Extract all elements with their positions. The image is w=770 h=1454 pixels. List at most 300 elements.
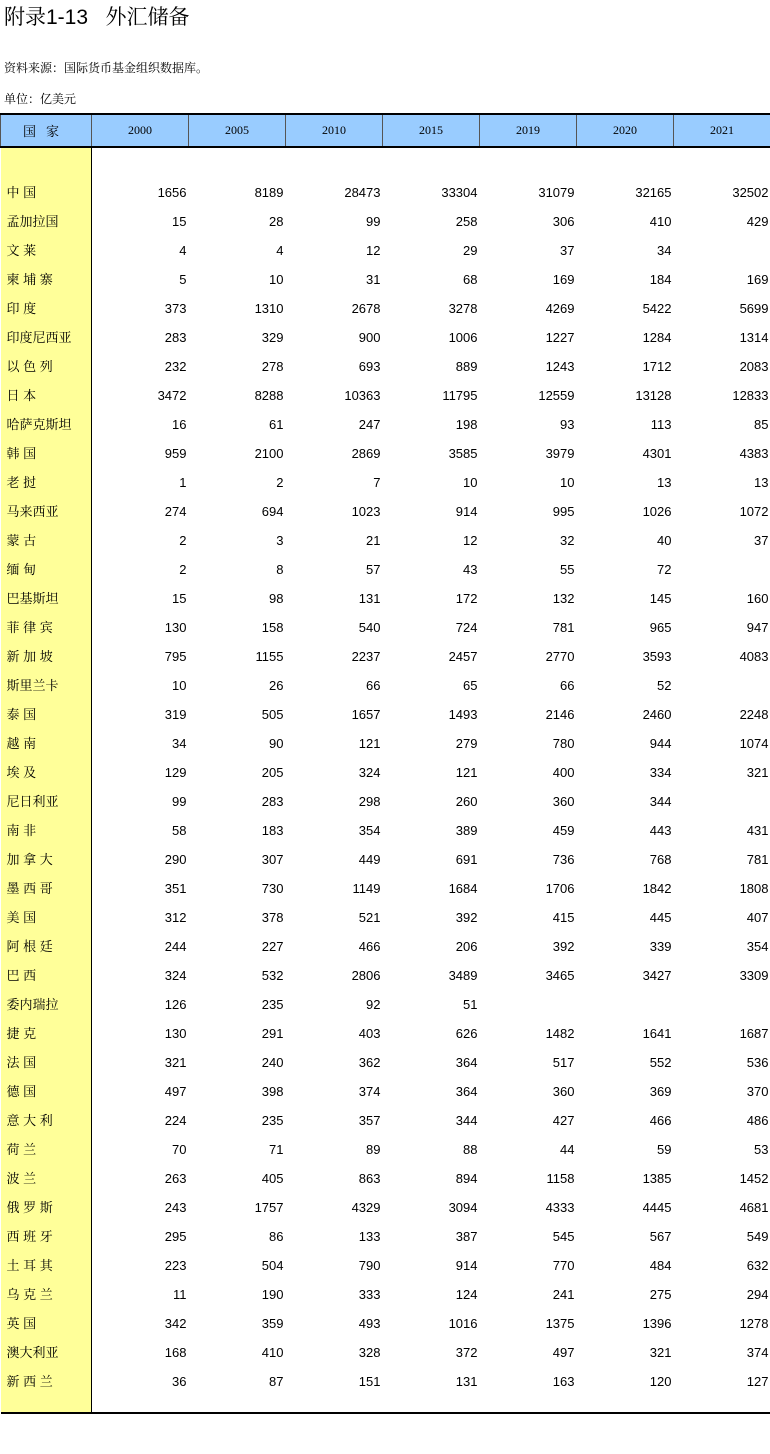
year-column-header: 2010 <box>286 114 383 147</box>
value-cell: 223 <box>164 1258 187 1273</box>
value-cell: 768 <box>649 852 672 867</box>
value-cell: 1808 <box>739 881 769 896</box>
value-cell: 329 <box>261 330 284 345</box>
value-cell: 4445 <box>642 1200 672 1215</box>
value-cell: 1023 <box>351 504 381 519</box>
value-cell: 342 <box>164 1316 187 1331</box>
value-cell-empty <box>286 1396 383 1413</box>
table-row <box>1 671 770 700</box>
value-cell: 206 <box>455 939 478 954</box>
value-cell: 66 <box>560 678 575 693</box>
value-cell: 1 <box>179 475 187 490</box>
value-cell: 8189 <box>254 185 284 200</box>
value-cell: 497 <box>552 1345 575 1360</box>
reserves-table <box>0 113 770 1414</box>
value-cell: 431 <box>746 823 769 838</box>
value-cell: 319 <box>164 707 187 722</box>
value-cell: 4333 <box>545 1200 575 1215</box>
value-cell: 1706 <box>545 881 575 896</box>
value-cell: 240 <box>261 1055 284 1070</box>
table-row <box>1 816 770 845</box>
table-row <box>1 1193 770 1222</box>
value-cell: 334 <box>649 765 672 780</box>
table-row <box>1 758 770 787</box>
table-row <box>1 497 770 526</box>
value-cell: 145 <box>649 591 672 606</box>
value-cell: 163 <box>552 1374 575 1389</box>
value-cell: 29 <box>463 243 478 258</box>
year-column-header: 2000 <box>92 114 189 147</box>
value-cell: 3979 <box>545 446 575 461</box>
value-cell: 241 <box>552 1287 575 1302</box>
value-cell: 247 <box>358 417 381 432</box>
value-cell: 497 <box>164 1084 187 1099</box>
value-cell: 169 <box>552 272 575 287</box>
value-cell: 34 <box>657 243 672 258</box>
value-cell: 486 <box>746 1113 769 1128</box>
value-cell: 944 <box>649 736 672 751</box>
table-row <box>1 613 770 642</box>
value-cell: 15 <box>172 214 187 229</box>
table-row <box>1 584 770 613</box>
value-cell: 43 <box>463 562 478 577</box>
value-cell: 151 <box>358 1374 381 1389</box>
value-cell: 283 <box>261 794 284 809</box>
value-cell: 405 <box>261 1171 284 1186</box>
value-cell: 324 <box>358 765 381 780</box>
table-row <box>1 1135 770 1164</box>
value-cell: 130 <box>164 1026 187 1041</box>
value-cell: 344 <box>455 1113 478 1128</box>
value-cell: 1641 <box>642 1026 672 1041</box>
value-cell: 227 <box>261 939 284 954</box>
value-cell: 324 <box>164 968 187 983</box>
value-cell: 517 <box>552 1055 575 1070</box>
value-cell <box>674 671 770 700</box>
value-cell: 10 <box>463 475 478 490</box>
value-cell: 12559 <box>538 388 575 403</box>
value-cell: 995 <box>552 504 575 519</box>
value-cell: 626 <box>455 1026 478 1041</box>
value-cell: 294 <box>746 1287 769 1302</box>
value-cell: 124 <box>455 1287 478 1302</box>
value-cell: 532 <box>261 968 284 983</box>
value-cell: 504 <box>261 1258 284 1273</box>
value-cell: 1656 <box>157 185 187 200</box>
table-row <box>1 729 770 758</box>
value-cell: 1657 <box>351 707 381 722</box>
value-cell: 4383 <box>739 446 769 461</box>
country-name-cell: 斯里兰卡 <box>1 671 92 700</box>
unit-note: 单位：亿美元 <box>4 92 77 106</box>
reserves-table-container <box>0 113 770 1414</box>
value-cell-empty <box>383 147 480 178</box>
value-cell-empty <box>577 1396 674 1413</box>
value-cell: 99 <box>366 214 381 229</box>
value-cell: 333 <box>358 1287 381 1302</box>
value-cell: 2 <box>276 475 284 490</box>
value-cell: 235 <box>261 997 284 1012</box>
value-cell-empty <box>674 1396 770 1413</box>
value-cell: 86 <box>269 1229 284 1244</box>
value-cell: 466 <box>649 1113 672 1128</box>
value-cell: 16 <box>172 417 187 432</box>
table-row <box>1 990 770 1019</box>
year-column-header: 2019 <box>480 114 577 147</box>
value-cell: 1006 <box>448 330 478 345</box>
value-cell: 12 <box>366 243 381 258</box>
value-cell: 169 <box>746 272 769 287</box>
value-cell: 736 <box>552 852 575 867</box>
table-row <box>1 468 770 497</box>
country-name-cell: 日 本 <box>1 381 92 410</box>
table-row <box>1 265 770 294</box>
value-cell: 121 <box>358 736 381 751</box>
value-cell: 198 <box>455 417 478 432</box>
value-cell: 392 <box>552 939 575 954</box>
value-cell: 4 <box>179 243 187 258</box>
table-row <box>1 1048 770 1077</box>
value-cell: 374 <box>358 1084 381 1099</box>
value-cell: 693 <box>358 359 381 374</box>
value-cell: 3585 <box>448 446 478 461</box>
value-cell: 31 <box>366 272 381 287</box>
value-cell: 132 <box>552 591 575 606</box>
value-cell: 1396 <box>642 1316 672 1331</box>
value-cell: 521 <box>358 910 381 925</box>
value-cell: 959 <box>164 446 187 461</box>
value-cell: 113 <box>650 417 672 432</box>
value-cell: 1842 <box>642 881 672 896</box>
value-cell: 298 <box>358 794 381 809</box>
table-row <box>1 932 770 961</box>
value-cell: 540 <box>358 620 381 635</box>
value-cell: 1493 <box>448 707 478 722</box>
value-cell: 863 <box>358 1171 381 1186</box>
value-cell-empty <box>92 147 189 178</box>
table-row <box>1 1338 770 1367</box>
value-cell: 370 <box>746 1084 769 1099</box>
value-cell: 2770 <box>545 649 575 664</box>
value-cell: 2806 <box>351 968 381 983</box>
value-cell: 549 <box>746 1229 769 1244</box>
country-name-cell: 美 国 <box>1 903 92 932</box>
value-cell: 275 <box>649 1287 672 1302</box>
value-cell: 40 <box>657 533 672 548</box>
value-cell: 351 <box>164 881 187 896</box>
value-cell: 4269 <box>545 301 575 316</box>
table-body <box>1 147 770 1413</box>
value-cell: 312 <box>164 910 187 925</box>
country-name-cell: 以 色 列 <box>1 352 92 381</box>
value-cell: 3427 <box>642 968 672 983</box>
country-name-cell: 乌 克 兰 <box>1 1280 92 1309</box>
country-name-cell: 英 国 <box>1 1309 92 1338</box>
country-name-cell: 波 兰 <box>1 1164 92 1193</box>
value-cell <box>674 787 770 816</box>
value-cell: 290 <box>164 852 187 867</box>
value-cell: 274 <box>164 504 187 519</box>
value-cell: 291 <box>261 1026 284 1041</box>
value-cell: 1026 <box>642 504 672 519</box>
value-cell: 10363 <box>344 388 381 403</box>
table-row <box>1 845 770 874</box>
value-cell: 2100 <box>254 446 284 461</box>
value-cell <box>674 555 770 584</box>
table-row <box>1 1251 770 1280</box>
value-cell: 127 <box>746 1374 769 1389</box>
year-column-header: 2015 <box>383 114 480 147</box>
value-cell: 4083 <box>739 649 769 664</box>
value-cell <box>480 990 577 1019</box>
value-cell: 1284 <box>642 330 672 345</box>
country-name-cell: 马来西亚 <box>1 497 92 526</box>
value-cell: 389 <box>455 823 478 838</box>
value-cell: 53 <box>754 1142 769 1157</box>
country-name-cell: 捷 克 <box>1 1019 92 1048</box>
value-cell-empty <box>577 147 674 178</box>
value-cell: 3489 <box>448 968 478 983</box>
value-cell: 12 <box>463 533 478 548</box>
value-cell: 8 <box>276 562 284 577</box>
country-column-header: 国家 <box>1 114 92 147</box>
value-cell: 449 <box>358 852 381 867</box>
value-cell: 1072 <box>739 504 769 519</box>
country-name-cell: 西 班 牙 <box>1 1222 92 1251</box>
value-cell: 72 <box>657 562 672 577</box>
value-cell-empty <box>189 1396 286 1413</box>
value-cell: 13 <box>657 475 672 490</box>
value-cell: 407 <box>746 910 769 925</box>
value-cell: 68 <box>463 272 478 287</box>
value-cell: 364 <box>455 1055 478 1070</box>
value-cell: 387 <box>455 1229 478 1244</box>
value-cell: 2869 <box>351 446 381 461</box>
value-cell: 13128 <box>635 388 672 403</box>
value-cell: 2248 <box>739 707 769 722</box>
value-cell: 1149 <box>352 881 381 896</box>
value-cell: 2146 <box>545 707 575 722</box>
value-cell: 3465 <box>545 968 575 983</box>
country-name-cell: 荷 兰 <box>1 1135 92 1164</box>
value-cell: 278 <box>261 359 284 374</box>
value-cell: 295 <box>164 1229 187 1244</box>
value-cell: 235 <box>261 1113 284 1128</box>
value-cell: 172 <box>455 591 478 606</box>
value-cell: 130 <box>164 620 187 635</box>
value-cell: 99 <box>172 794 187 809</box>
table-row <box>1 1019 770 1048</box>
value-cell: 243 <box>164 1200 187 1215</box>
value-cell: 263 <box>164 1171 187 1186</box>
value-cell: 1227 <box>545 330 575 345</box>
table-header-row <box>1 114 770 147</box>
value-cell-empty <box>674 147 770 178</box>
value-cell: 360 <box>552 794 575 809</box>
table-row <box>1 787 770 816</box>
value-cell: 58 <box>172 823 187 838</box>
table-row <box>1 642 770 671</box>
value-cell: 61 <box>269 417 284 432</box>
value-cell: 15 <box>172 591 187 606</box>
table-row <box>1 1106 770 1135</box>
country-name-cell: 南 非 <box>1 816 92 845</box>
country-name-cell: 尼日利亚 <box>1 787 92 816</box>
value-cell: 258 <box>455 214 478 229</box>
table-row <box>1 961 770 990</box>
value-cell: 354 <box>746 939 769 954</box>
value-cell: 730 <box>261 881 284 896</box>
value-cell: 120 <box>649 1374 672 1389</box>
value-cell: 11 <box>173 1287 187 1302</box>
country-name-cell: 新 加 坡 <box>1 642 92 671</box>
value-cell: 59 <box>657 1142 672 1157</box>
value-cell: 1278 <box>739 1316 769 1331</box>
value-cell: 85 <box>754 417 769 432</box>
value-cell: 3593 <box>642 649 672 664</box>
value-cell: 37 <box>754 533 769 548</box>
value-cell: 484 <box>649 1258 672 1273</box>
value-cell: 32 <box>560 533 575 548</box>
table-row <box>1 1164 770 1193</box>
value-cell: 392 <box>455 910 478 925</box>
value-cell: 3309 <box>739 968 769 983</box>
value-cell: 32165 <box>635 185 672 200</box>
value-cell: 28 <box>269 214 284 229</box>
value-cell: 5699 <box>739 301 769 316</box>
value-cell: 158 <box>261 620 284 635</box>
value-cell: 10 <box>269 272 284 287</box>
country-name-cell: 老 挝 <box>1 468 92 497</box>
value-cell: 536 <box>746 1055 769 1070</box>
page-title: 附录1-13 外汇储备 <box>4 6 190 29</box>
value-cell: 373 <box>164 301 187 316</box>
value-cell: 65 <box>463 678 478 693</box>
value-cell: 3278 <box>448 301 478 316</box>
value-cell: 92 <box>366 997 381 1012</box>
value-cell: 505 <box>261 707 284 722</box>
value-cell: 445 <box>649 910 672 925</box>
value-cell: 545 <box>552 1229 575 1244</box>
value-cell: 354 <box>358 823 381 838</box>
value-cell: 126 <box>164 997 187 1012</box>
value-cell: 790 <box>358 1258 381 1273</box>
value-cell: 37 <box>560 243 575 258</box>
value-cell: 400 <box>552 765 575 780</box>
value-cell: 89 <box>366 1142 381 1157</box>
value-cell: 415 <box>552 910 575 925</box>
value-cell: 900 <box>358 330 381 345</box>
value-cell: 12833 <box>732 388 769 403</box>
value-cell: 2 <box>179 562 187 577</box>
value-cell: 70 <box>172 1142 187 1157</box>
value-cell: 183 <box>261 823 284 838</box>
year-column-header: 2020 <box>577 114 674 147</box>
source-note: 资料来源：国际货币基金组织数据库。 <box>4 61 209 75</box>
value-cell: 184 <box>649 272 672 287</box>
country-name-cell: 墨 西 哥 <box>1 874 92 903</box>
year-column-header: 2021 <box>674 114 770 147</box>
value-cell: 133 <box>358 1229 381 1244</box>
country-name-cell: 阿 根 廷 <box>1 932 92 961</box>
value-cell: 57 <box>366 562 381 577</box>
value-cell: 4329 <box>351 1200 381 1215</box>
value-cell: 71 <box>269 1142 284 1157</box>
value-cell: 1712 <box>642 359 672 374</box>
country-name-cell: 巴 西 <box>1 961 92 990</box>
value-cell: 493 <box>358 1316 381 1331</box>
value-cell: 691 <box>455 852 478 867</box>
value-cell: 947 <box>746 620 769 635</box>
value-cell: 2678 <box>351 301 381 316</box>
value-cell: 339 <box>649 939 672 954</box>
value-cell: 1016 <box>448 1316 478 1331</box>
value-cell: 224 <box>164 1113 187 1128</box>
value-cell <box>674 236 770 265</box>
country-name-cell: 埃 及 <box>1 758 92 787</box>
value-cell: 1385 <box>642 1171 672 1186</box>
country-name-cell: 土 耳 其 <box>1 1251 92 1280</box>
table-row <box>1 874 770 903</box>
value-cell: 2460 <box>642 707 672 722</box>
table-row <box>1 1367 770 1396</box>
table-row <box>1 410 770 439</box>
value-cell: 321 <box>164 1055 187 1070</box>
value-cell: 10 <box>172 678 187 693</box>
value-cell: 121 <box>455 765 478 780</box>
value-cell: 131 <box>455 1374 478 1389</box>
value-cell: 32502 <box>732 185 769 200</box>
value-cell <box>674 990 770 1019</box>
value-cell: 36 <box>172 1374 187 1389</box>
table-row <box>1 1280 770 1309</box>
table-row <box>1 236 770 265</box>
value-cell: 4681 <box>739 1200 769 1215</box>
value-cell: 427 <box>552 1113 575 1128</box>
country-name-cell: 巴基斯坦 <box>1 584 92 613</box>
value-cell: 372 <box>455 1345 478 1360</box>
value-cell: 328 <box>358 1345 381 1360</box>
value-cell: 88 <box>463 1142 478 1157</box>
table-row <box>1 294 770 323</box>
value-cell: 2237 <box>351 649 381 664</box>
value-cell: 567 <box>649 1229 672 1244</box>
table-row <box>1 555 770 584</box>
value-cell: 131 <box>358 591 381 606</box>
table-row <box>1 700 770 729</box>
value-cell: 364 <box>455 1084 478 1099</box>
value-cell: 914 <box>455 504 478 519</box>
value-cell: 360 <box>552 1084 575 1099</box>
value-cell: 307 <box>261 852 284 867</box>
country-name-cell: 印度尼西亚 <box>1 323 92 352</box>
country-name-cell: 委内瑞拉 <box>1 990 92 1019</box>
value-cell: 190 <box>261 1287 284 1302</box>
value-cell: 894 <box>455 1171 478 1186</box>
value-cell: 2 <box>179 533 187 548</box>
table-row <box>1 207 770 236</box>
country-name-cell: 中 国 <box>1 178 92 207</box>
value-cell: 780 <box>552 736 575 751</box>
value-cell-empty <box>92 1396 189 1413</box>
value-cell: 7 <box>373 475 381 490</box>
table-bottom-row <box>1 1396 770 1413</box>
value-cell: 1452 <box>739 1171 769 1186</box>
value-cell: 1314 <box>739 330 769 345</box>
value-cell: 321 <box>649 1345 672 1360</box>
table-row <box>1 439 770 468</box>
value-cell: 66 <box>366 678 381 693</box>
